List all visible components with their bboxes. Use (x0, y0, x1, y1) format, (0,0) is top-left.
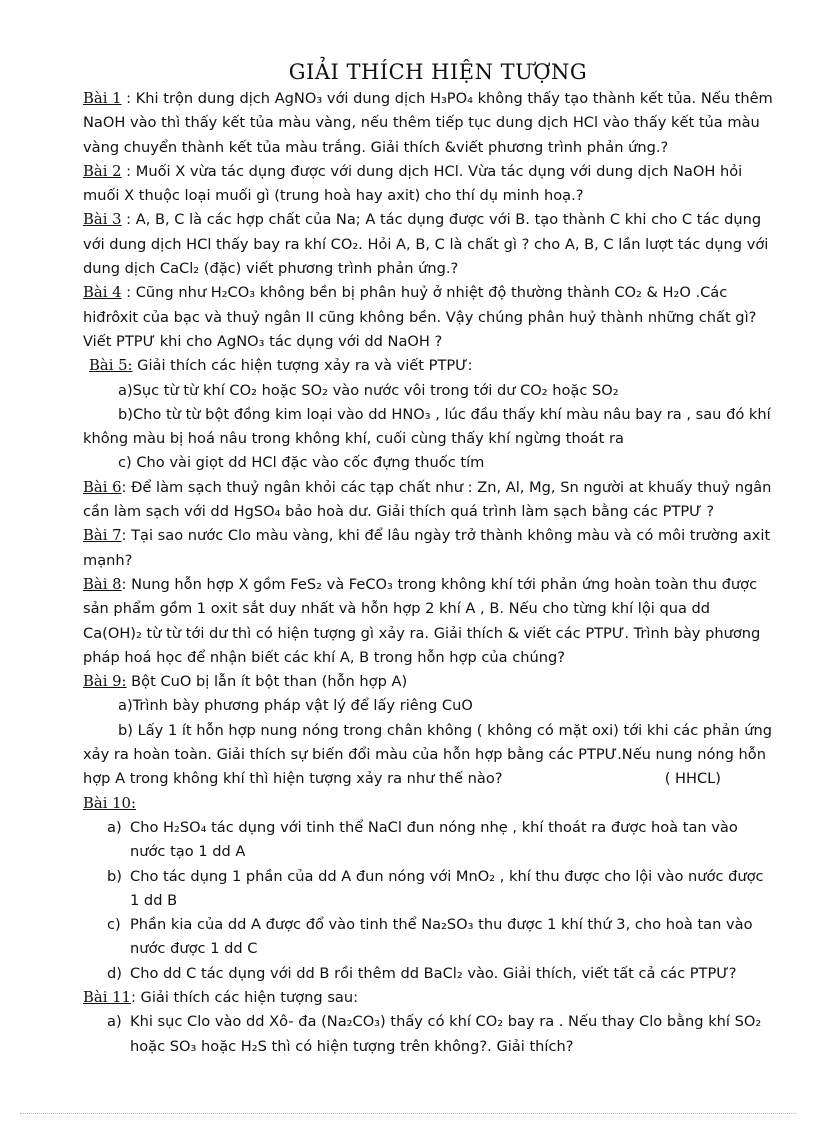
list-item (83, 913, 773, 962)
exercise-9-part-b-text: b) Lấy 1 ít hỗn hợp nung nóng trong chân không ( không có mặt oxi) tới khi các phản ứng xảy ra hoàn toàn. Giải thích sự biến đổi màu của hỗn hợp bằng các PTPƯ.Nếu nung nóng hỗn hợp A trong không khí thì hiện tượng xảy ra như thế nào? (83, 721, 772, 788)
exercise-8-label: Bài 8 (83, 575, 122, 593)
list-marker: d) (107, 964, 122, 982)
page-title: GIẢI THÍCH HIỆN TƯỢNG (288, 60, 588, 84)
list-item-text: Cho tác dụng 1 phần của dd A đun nóng với MnO₂ , khí thu được cho lội vào nước được 1 dd B (130, 867, 764, 909)
list-item-text: Cho dd C tác dụng với dd B rồi thêm dd BaCl₂ vào. Giải thích, viết tất cả các PTPƯ? (130, 964, 737, 982)
list-marker: c) (107, 916, 121, 934)
exercise-10-label: Bài 10: (83, 794, 136, 812)
exercise-11 (83, 986, 773, 1010)
exercise-3-text: : A, B, C là các hợp chất của Na; A tác dụng được với B. tạo thành C khi cho C tác dụng với dung dịch HCl thấy bay ra khí CO₂. Hỏi A, B, C là chất gì ? cho A, B, C lần lượt tác dụng với dung dịch CaCl₂ (đặc) viết phương trình phản ứng.? (83, 211, 769, 278)
exercise-5-label: Bài 5: (89, 357, 133, 375)
exercise-9-text: Bột CuO bị lẫn ít bột than (hỗn hợp A) (126, 673, 408, 691)
exercise-7-text: : Tại sao nước Clo màu vàng, khi để lâu ngày trở thành không màu và có môi trường axit mạnh? (83, 527, 771, 569)
exercise-9-part-b (83, 719, 773, 792)
exercise-6-label: Bài 6 (83, 478, 122, 496)
list-item (83, 865, 773, 914)
exercise-2-text: : Muối X vừa tác dụng được với dung dịch HCl. Vừa tác dụng với dung dịch NaOH hỏi muối X thuộc loại muối gì (trung hoà hay axit) cho thí dụ minh hoạ.? (83, 162, 743, 205)
exercise-5-text: Giải thích các hiện tượng xảy ra và viết PTPƯ: (132, 357, 473, 375)
list-marker: a) (107, 1013, 122, 1031)
exercise-1-label: Bài 1 (83, 90, 122, 107)
exercise-3-label: Bài 3 (83, 211, 122, 229)
exercise-11-label: Bài 11 (83, 988, 131, 1006)
exercise-8-text: : Nung hỗn hợp X gồm FeS₂ và FeCO₃ trong không khí tới phản ứng hoàn toàn thu được sản phẩm gồm 1 oxit sắt duy nhất và hỗn hợp 2 khí A , B. Nếu cho từng khí lội qua dd Ca(OH)₂ từ từ tới dư thì có hiện tượng gì xảy ra. Giải thích & viết các PTPƯ. Trình bày phương pháp hoá học để nhận biết các khí A, B trong hỗn hợp của chúng? (83, 575, 761, 666)
exercise-5-part-b: b)Cho từ từ bột đồng kim loại vào dd HNO₃ , lúc đầu thấy khí màu nâu bay ra , sau đó khí không màu bị hoá nâu trong không khí, cuối cùng thấy khí ngừng thoát ra (83, 405, 771, 448)
exercise-5-part-c: c) Cho vài giọt dd HCl đặc vào cốc đựng thuốc tím (118, 454, 485, 472)
exercise-9-part-a: a)Trình bày phương pháp vật lý để lấy riêng CuO (118, 697, 473, 715)
list-item (83, 962, 773, 986)
list-marker: b) (107, 867, 122, 885)
exercise-9-label: Bài 9: (83, 673, 127, 691)
exercise-1-text: : Khi trộn dung dịch AgNO₃ với dung dịch H₃PO₄ không thấy tạo thành kết tủa. Nếu thêm NaOH vào thì thấy kết tủa màu vàng, nếu thêm tiếp tục dung dịch HCl vào thấy kết tủa màu vàng chuyển thành kết tủa màu trắng. Giải thích &viết phương trình phản ứng.? (83, 90, 773, 156)
exercise-7 (83, 524, 773, 573)
exercise-8 (83, 573, 773, 670)
exercise-5-part-a: a)Sục từ từ khí CO₂ hoặc SO₂ vào nước vôi trong tới dư CO₂ hoặc SO₂ (118, 381, 619, 399)
list-item-text: Khi sục Clo vào dd Xô- đa (Na₂CO₃) thấy có khí CO₂ bay ra . Nếu thay Clo bằng khí SO₂ hoặc SO₃ hoặc H₂S thì có hiện tượng trên không?. Giải thích? (130, 1013, 762, 1055)
source-note: ( HHCL) (664, 770, 721, 788)
exercise-1 (83, 87, 773, 160)
document-page (83, 58, 773, 1059)
page-bottom-rule (20, 1113, 796, 1114)
exercise-4 (83, 281, 773, 354)
list-item (83, 816, 773, 865)
exercise-10 (83, 792, 773, 816)
exercise-9 (83, 670, 773, 694)
exercise-11-text: : Giải thích các hiện tượng sau: (130, 988, 359, 1006)
exercise-11-list (83, 1010, 773, 1059)
exercise-7-label: Bài 7 (83, 527, 122, 545)
list-item-text: Phần kia của dd A được đổ vào tinh thể Na₂SO₃ thu được 1 khí thứ 3, cho hoà tan vào nước được 1 dd C (130, 916, 753, 958)
list-marker: a) (107, 818, 122, 836)
exercise-10-list (83, 816, 773, 986)
exercise-4-label: Bài 4 (83, 284, 122, 302)
exercise-6-text: : Để làm sạch thuỷ ngân khỏi các tạp chất như : Zn, Al, Mg, Sn người at khuấy thuỷ ngân cần làm sạch với dd HgSO₄ bảo hoà dư. Giải thích quá trình làm sạch bằng các PTPƯ ? (83, 478, 772, 521)
exercise-5 (83, 354, 773, 378)
exercise-3 (83, 208, 773, 281)
exercise-4-text: : Cũng như H₂CO₃ không bền bị phân huỷ ở nhiệt độ thường thành CO₂ & H₂O .Các hiđrôxit của bạc và thuỷ ngân II cũng không bền. Vậy chúng phân huỷ thành những chất gì? Viết PTPƯ khi cho AgNO₃ tác dụng với dd NaOH ? (83, 284, 757, 350)
list-item-text: Cho H₂SO₄ tác dụng với tinh thể NaCl đun nóng nhẹ , khí thoát ra được hoà tan vào nước tạo 1 dd A (130, 818, 738, 861)
exercise-2 (83, 160, 773, 209)
exercise-6 (83, 476, 773, 525)
exercise-2-label: Bài 2 (83, 162, 122, 180)
list-item (83, 1010, 773, 1059)
